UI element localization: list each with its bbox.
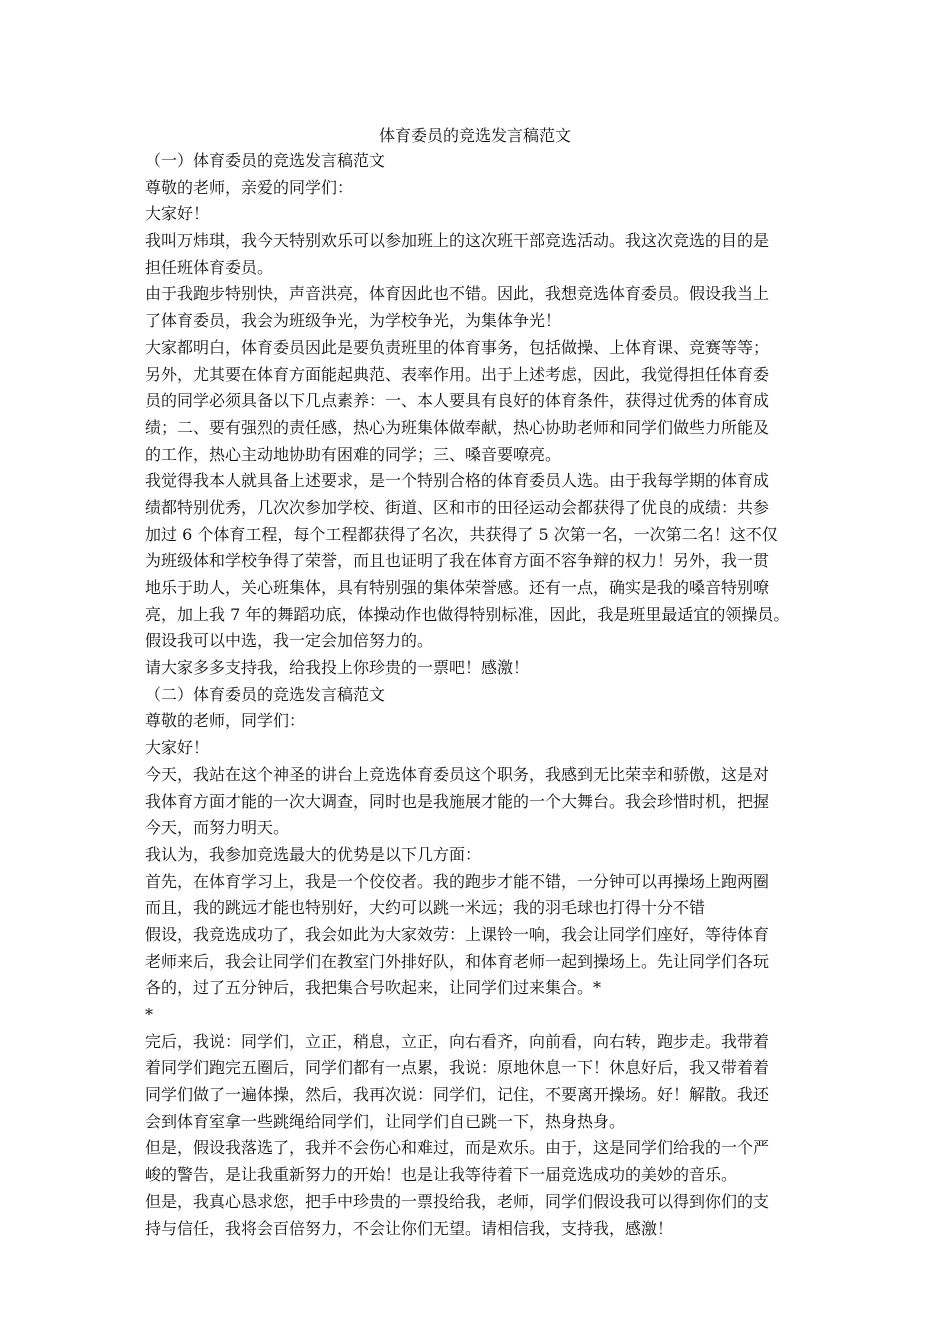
text-line: 为班级体和学校争得了荣誉，而且也证明了我在体育方面不容争辩的权力！另外，我一贯: [145, 551, 770, 571]
text-line: 今天，我站在这个神圣的讲台上竞选体育委员这个职务，我感到无比荣幸和骄傲，这是对: [145, 764, 770, 784]
text-line: 亮，加上我 7 年的舞蹈功底，体操动作也做得特别标准，因此，我是班里最适宜的领操员。: [145, 604, 790, 624]
text-line: 大家好！: [145, 738, 210, 758]
text-line: 加过 6 个体育工程，每个工程都获得了名次，共获得了 5 次第一名，一次第二名！这不仅: [145, 524, 778, 544]
text-line: 峻的警告，是让我重新努力的开始！也是让我等待着下一届竞选成功的美妙的音乐。: [145, 1165, 738, 1185]
text-line: 地乐于助人，关心班集体，具有特别强的集体荣誉感。还有一点，确实是我的嗓音特别嘹: [145, 578, 770, 597]
text-line: *: [145, 1005, 153, 1024]
text-line: 的工作，热心主动地协助有困难的同学；三、嗓音要嘹亮。: [145, 444, 562, 464]
text-line: 老师来后，我会让同学们在教室门外排好队，和体育老师一起到操场上。先让同学们各玩: [145, 951, 770, 971]
text-line: 首先，在体育学习上，我是一个佼佼者。我的跑步才能不错，一分钟可以再操场上跑两圈: [145, 871, 770, 891]
text-line: （一）体育委员的竞选发言稿范文: [145, 151, 386, 170]
text-line: 请大家多多支持我，给我投上你珍贵的一票吧！感激！: [145, 658, 530, 678]
text-line: 但是，我真心恳求您，把手中珍贵的一票投给我，老师，同学们假设我可以得到你们的支: [145, 1191, 770, 1211]
text-line: 完后，我说：同学们，立正，稍息，立正，向右看齐，向前看，向右转，跑步走。我带着: [145, 1031, 770, 1051]
text-line: 假设，我竞选成功了，我会如此为大家效劳：上课铃一响，我会让同学们座好，等待体育: [145, 924, 770, 944]
text-line: 但是，假设我落选了，我并不会伤心和难过，而是欢乐。由于，这是同学们给我的一个严: [145, 1138, 770, 1158]
text-line: 由于我跑步特别快，声音洪亮，体育因此也不错。因此，我想竞选体育委员。假设我当上: [145, 284, 770, 304]
text-line: 各的，过了五分钟后，我把集合号吹起来，让同学们过来集合。*: [145, 978, 602, 998]
page-title: 体育委员的竞选发言稿范文: [378, 126, 571, 145]
text-line: 我觉得我本人就具备上述要求，是一个特别合格的体育委员人选。由于我每学期的体育成: [145, 471, 770, 491]
text-line: 会到体育室拿一些跳绳给同学们，让同学们自已跳一下，热身热身。: [145, 1111, 626, 1131]
text-line: 大家都明白，体育委员因此是要负责班里的体育事务，包括做操、上体育课、竞赛等等；: [145, 337, 770, 357]
text-line: 另外，尤其要在体育方面能起典范、表率作用。出于上述考虑，因此，我觉得担任体育委: [145, 364, 770, 384]
text-line: 今天，而努力明天。: [145, 818, 290, 838]
text-line: 尊敬的老师，亲爱的同学们：: [145, 177, 354, 197]
document-body: [145, 148, 825, 1242]
text-line: 而且，我的跳远才能也特别好，大约可以跳一米远；我的羽毛球也打得十分不错: [145, 898, 706, 918]
text-line: 假设我可以中选，我一定会加倍努力的。: [145, 631, 434, 651]
text-line: 了体育委员，我会为班级争光，为学校争光，为集体争光！: [145, 311, 562, 331]
text-line: 我叫万炜琪，我今天特别欢乐可以参加班上的这次班干部竞选活动。我这次竞选的目的是: [145, 231, 770, 251]
text-line: 持与信任，我将会百倍努力，不会让你们无望。请相信我，支持我，感激！: [145, 1218, 674, 1238]
text-line: 绩都特别优秀，几次次参加学校、街道、区和市的田径运动会都获得了优良的成绩：共参: [145, 497, 770, 517]
text-line: 着同学们跑完五圈后，同学们都有一点累，我说：原地休息一下！休息好后，我又带着着: [145, 1058, 770, 1078]
text-line: 同学们做了一遍体操，然后，我再次说：同学们，记住，不要离开操场。好！解散。我还: [145, 1085, 770, 1105]
text-line: （二）体育委员的竞选发言稿范文: [145, 684, 386, 704]
text-line: 尊敬的老师，同学们：: [145, 711, 306, 731]
text-line: 担任班体育委员。: [145, 257, 274, 277]
text-line: 员的同学必须具备以下几点素养：一、本人要具有良好的体育条件，获得过优秀的体育成: [145, 391, 770, 411]
text-line: 大家好！: [145, 204, 210, 224]
text-line: 绩；二、要有强烈的责任感，热心为班集体做奉献，热心协助老师和同学们做些力所能及: [145, 417, 770, 437]
text-line: 我认为，我参加竞选最大的优势是以下几方面：: [145, 844, 482, 864]
text-line: 我体育方面才能的一次大调查，同时也是我施展才能的一个大舞台。我会珍惜时机，把握: [145, 791, 770, 811]
